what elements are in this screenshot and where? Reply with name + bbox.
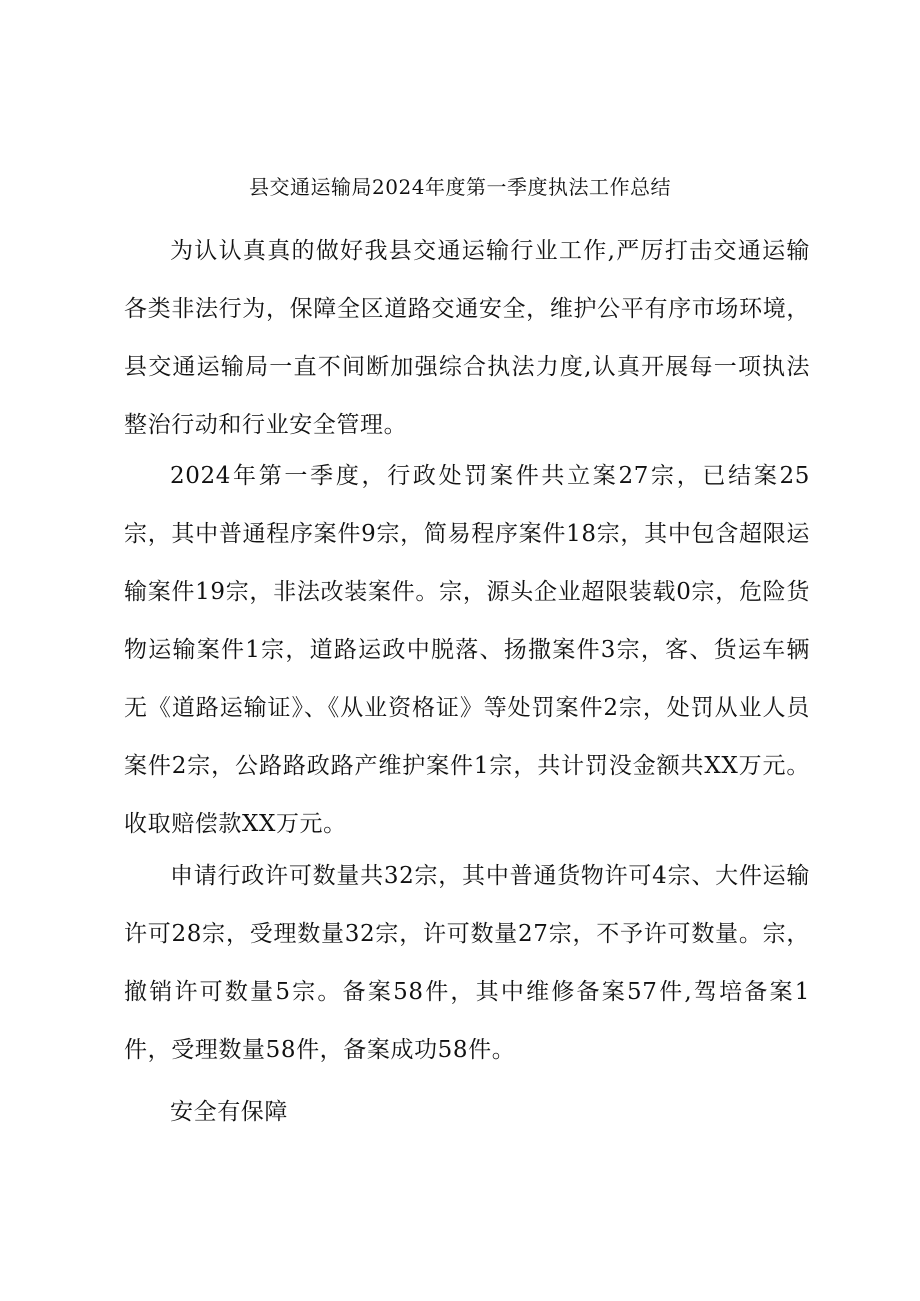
document-title: 县交通运输局2024年度第一季度执法工作总结 xyxy=(249,175,671,199)
paragraph-penalty-cases: 2024年第一季度，行政处罚案件共立案27宗，已结案25宗，其中普通程序案件9宗，简易程序案件18宗，其中包含超限运输案件19宗，非法改装案件。宗，源头企业超限装载0宗，危险货物运输案件1宗，道路运政中脱落、扬撒案件3宗，客、货运车辆无《道路运输证》、《从业资格证》等处罚案件2宗，处罚从业人员案件2宗，公路路政路产维护案件1宗，共计罚没金额共XX万元。收取赔偿款XX万元。 xyxy=(124,463,810,837)
paragraph-permits: 申请行政许可数量共32宗，其中普通货物许可4宗、大件运输许可28宗，受理数量32宗，许可数量27宗，不予许可数量。宗，撤销许可数量5宗。备案58件，其中维修备案57件,驾培备案1件，受理数量58件，备案成功58件。 xyxy=(124,863,810,1063)
section-heading-safety: 安全有保障 xyxy=(170,1099,288,1125)
paragraph-intro: 为认认真真的做好我县交通运输行业工作,严厉打击交通运输各类非法行为，保障全区道路交通安全，维护公平有序市场环境，县交通运输局一直不间断加强综合执法力度,认真开展每一项执法整治行动和行业安全管理。 xyxy=(124,238,810,438)
